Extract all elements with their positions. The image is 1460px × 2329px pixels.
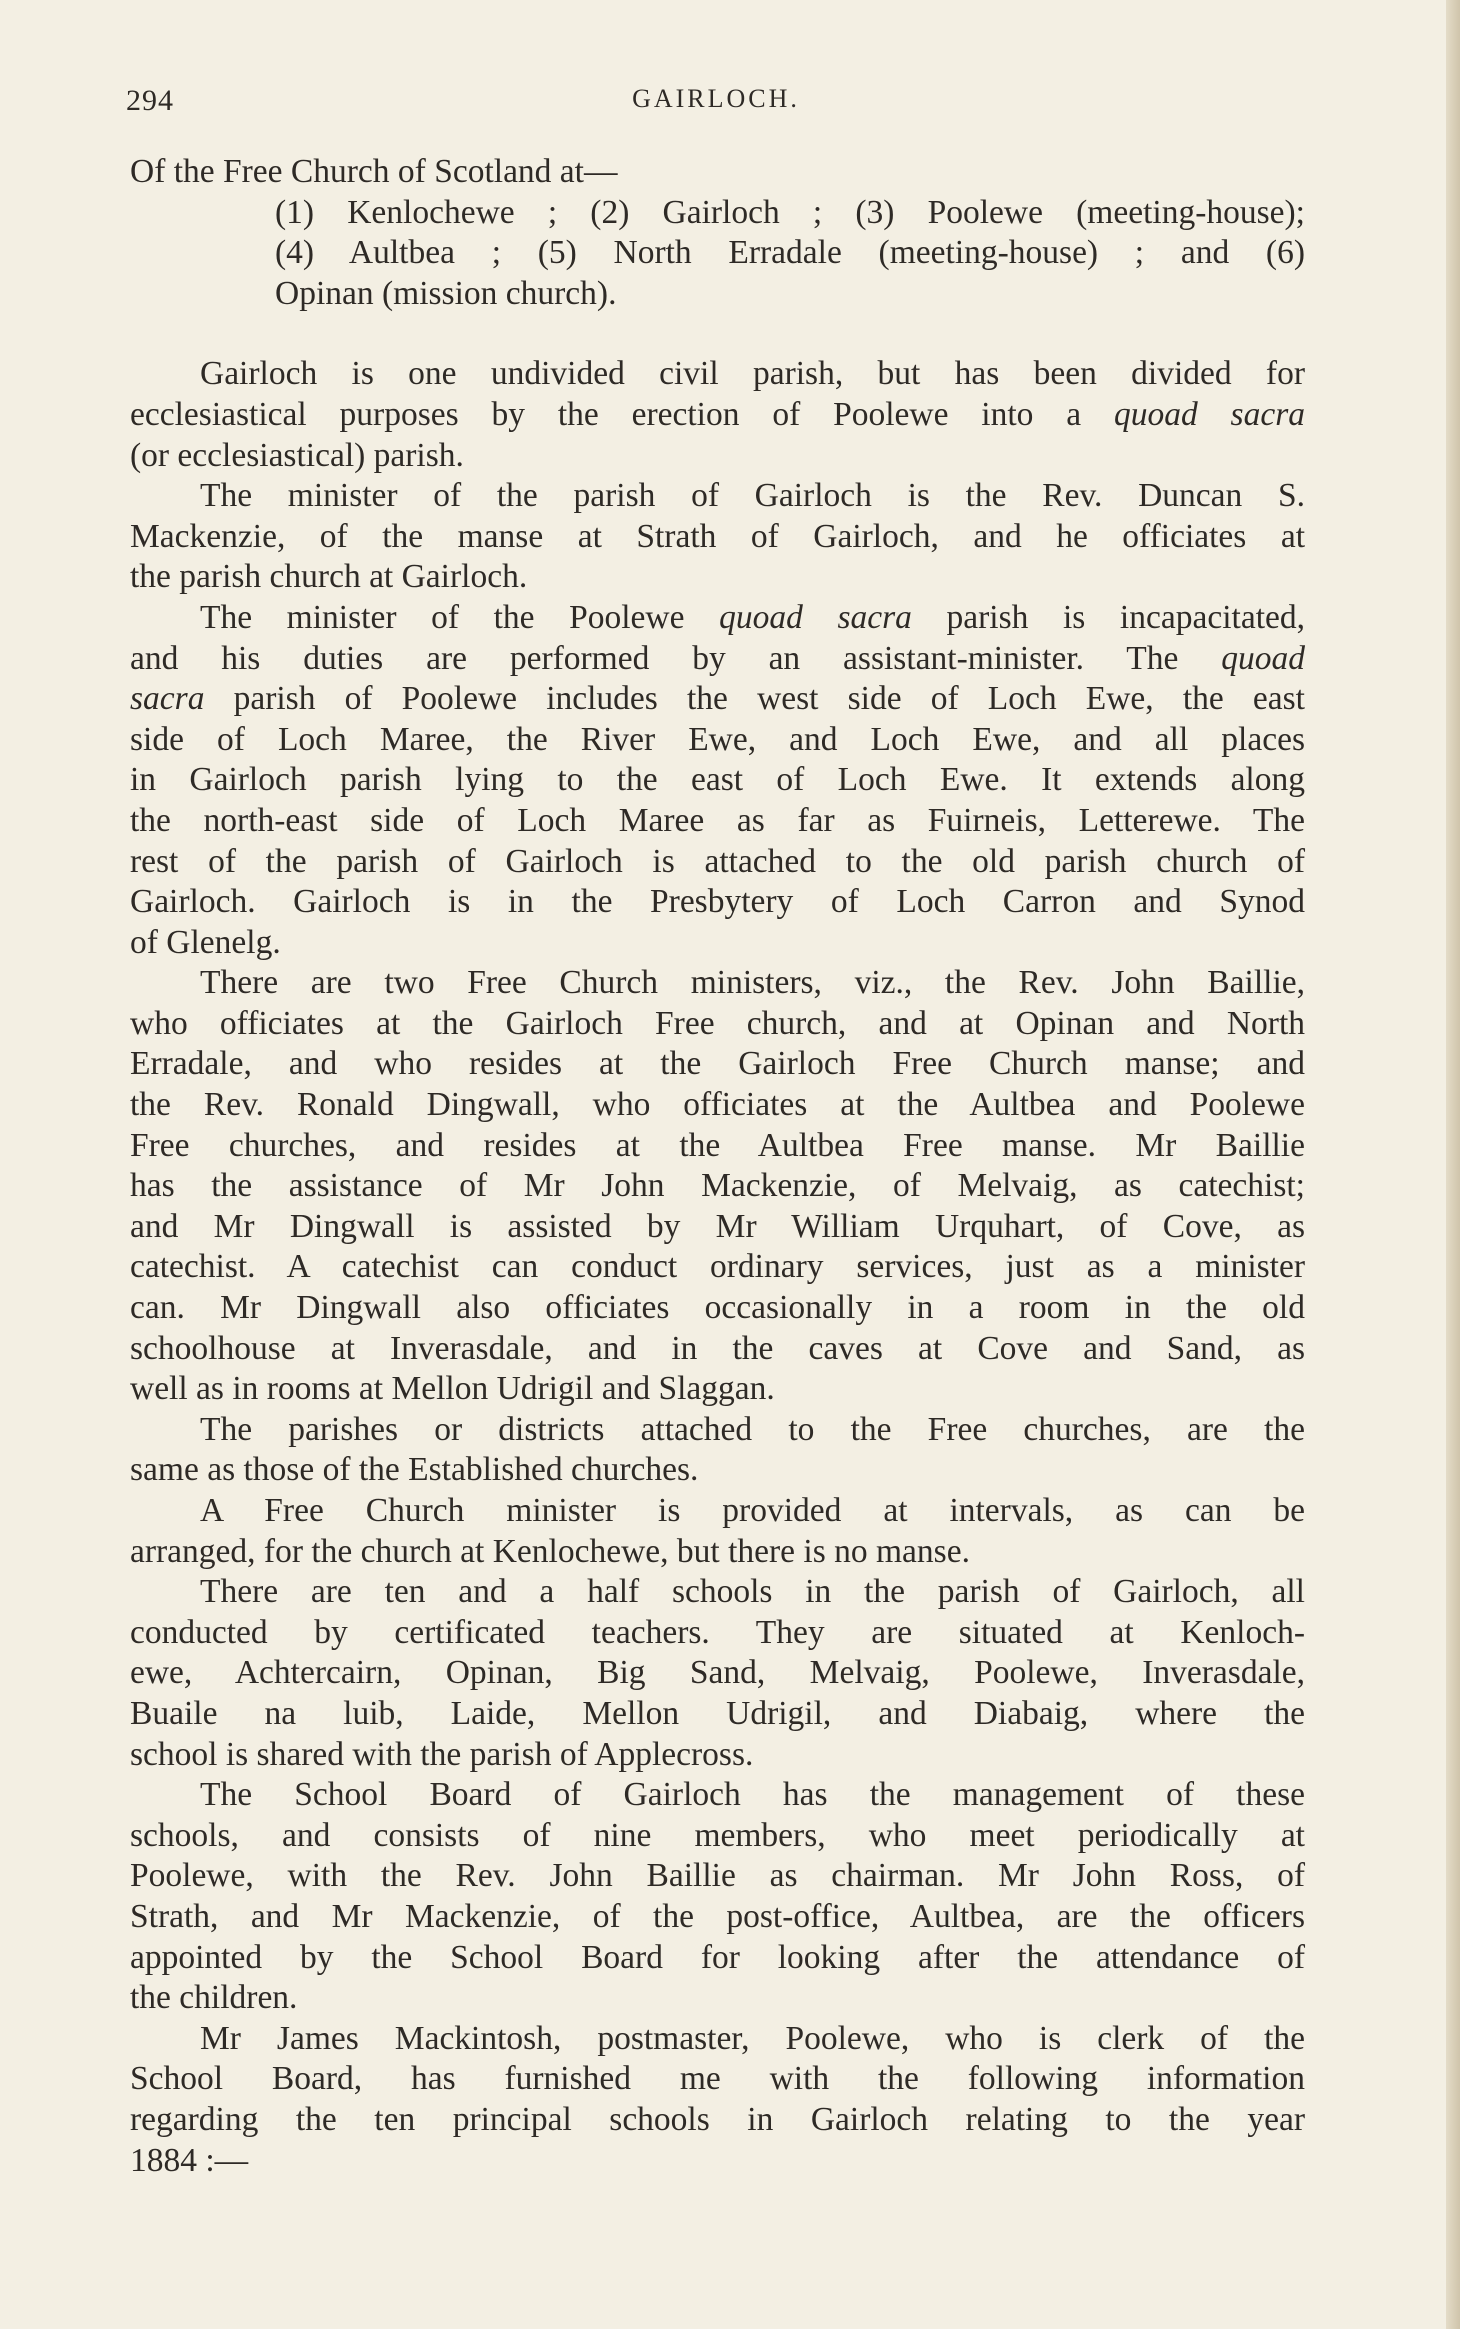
text-line: the children. — [130, 1979, 298, 2017]
text-line: (1) Kenlochewe ; (2) Gairloch ; (3) Poolewe (meeting-house); — [275, 193, 1305, 231]
text-line: Strath, and Mr Mackenzie, of the post-office, Aultbea, are the officers — [130, 1897, 1305, 1935]
text-line: 1884 :— — [130, 2141, 249, 2179]
page-edge — [1446, 0, 1460, 2329]
text-line: Of the Free Church of Scotland at— — [130, 153, 618, 190]
text-line: Gairloch. Gairloch is in the Presbytery of Loch Carron and Synod — [130, 883, 1305, 921]
text-line: (4) Aultbea ; (5) North Erradale (meeting-house) ; and (6) — [275, 234, 1305, 272]
text-line: has the assistance of Mr John Mackenzie, of Melvaig, as catechist; — [130, 1167, 1305, 1205]
text-line: Opinan (mission church). — [275, 274, 617, 312]
text-line: Gairloch is one undivided civil parish, but has been divided for — [200, 355, 1305, 393]
text-line: ewe, Achtercairn, Opinan, Big Sand, Melvaig, Poolewe, Inverasdale, — [130, 1654, 1305, 1692]
text-line: well as in rooms at Mellon Udrigil and Slaggan. — [130, 1370, 775, 1408]
text-line: (or ecclesiastical) parish. — [130, 436, 464, 474]
page-header — [126, 84, 1306, 124]
paragraph-gap — [130, 314, 1305, 354]
text-line: and his duties are performed by an assistant-minister. The quoad — [130, 639, 1305, 677]
text-line: appointed by the School Board for looking after the attendance of — [130, 1938, 1305, 1976]
text-line: Mr James Mackintosh, postmaster, Poolewe, who is clerk of the — [200, 2019, 1305, 2057]
text-line: regarding the ten principal schools in Gairloch relating to the year — [130, 2100, 1305, 2138]
text-line: who officiates at the Gairloch Free church, and at Opinan and North — [130, 1004, 1305, 1042]
text-line: Buaile na luib, Laide, Mellon Udrigil, and Diabaig, where the — [130, 1694, 1305, 1732]
text-line: Free churches, and resides at the Aultbea Free manse. Mr Baillie — [130, 1126, 1305, 1164]
text-line: The parishes or districts attached to the Free churches, are the — [200, 1410, 1305, 1448]
text-line: of Glenelg. — [130, 923, 281, 961]
text-line: Mackenzie, of the manse at Strath of Gairloch, and he officiates at — [130, 517, 1305, 555]
text-line: and Mr Dingwall is assisted by Mr William Urquhart, of Cove, as — [130, 1207, 1305, 1245]
text-line: in Gairloch parish lying to the east of Loch Ewe. It extends along — [130, 761, 1305, 799]
text-line: school is shared with the parish of Applecross. — [130, 1735, 754, 1773]
text-line: Erradale, and who resides at the Gairloch Free Church manse; and — [130, 1045, 1305, 1083]
text-line: arranged, for the church at Kenlochewe, but there is no manse. — [130, 1532, 970, 1570]
text-line: side of Loch Maree, the River Ewe, and Loch Ewe, and all places — [130, 720, 1305, 758]
text-line: schools, and consists of nine members, who meet periodically at — [130, 1816, 1305, 1854]
text-line: same as those of the Established churches. — [130, 1451, 699, 1489]
text-line: can. Mr Dingwall also officiates occasionally in a room in the old — [130, 1289, 1305, 1327]
body-text — [130, 152, 1305, 2181]
text-line: ecclesiastical purposes by the erection of Poolewe into a quoad sacra — [130, 395, 1305, 433]
text-line: sacra parish of Poolewe includes the west side of Loch Ewe, the east — [130, 680, 1305, 718]
running-head: GAIRLOCH. — [632, 84, 800, 113]
text-line: There are ten and a half schools in the parish of Gairloch, all — [200, 1573, 1305, 1611]
text-line: the north-east side of Loch Maree as far as Fuirneis, Letterewe. The — [130, 801, 1305, 839]
text-line: rest of the parish of Gairloch is attached to the old parish church of — [130, 842, 1305, 880]
text-line: Poolewe, with the Rev. John Baillie as chairman. Mr John Ross, of — [130, 1857, 1305, 1895]
text-line: The minister of the Poolewe quoad sacra parish is incapacitated, — [200, 598, 1305, 636]
text-line: A Free Church minister is provided at intervals, as can be — [200, 1492, 1305, 1529]
text-line: The minister of the parish of Gairloch is the Rev. Duncan S. — [200, 477, 1305, 515]
text-line: the Rev. Ronald Dingwall, who officiates at the Aultbea and Poolewe — [130, 1086, 1305, 1124]
text-line: The School Board of Gairloch has the management of these — [200, 1776, 1305, 1814]
text-line: School Board, has furnished me with the following information — [130, 2060, 1305, 2098]
page-number: 294 — [126, 84, 174, 117]
text-line: the parish church at Gairloch. — [130, 558, 528, 596]
text-line: schoolhouse at Inverasdale, and in the caves at Cove and Sand, as — [130, 1329, 1305, 1367]
text-line: There are two Free Church ministers, viz., the Rev. John Baillie, — [200, 964, 1305, 1002]
text-line: conducted by certificated teachers. They are situated at Kenloch- — [130, 1613, 1305, 1651]
text-line: catechist. A catechist can conduct ordinary services, just as a minister — [130, 1248, 1305, 1286]
